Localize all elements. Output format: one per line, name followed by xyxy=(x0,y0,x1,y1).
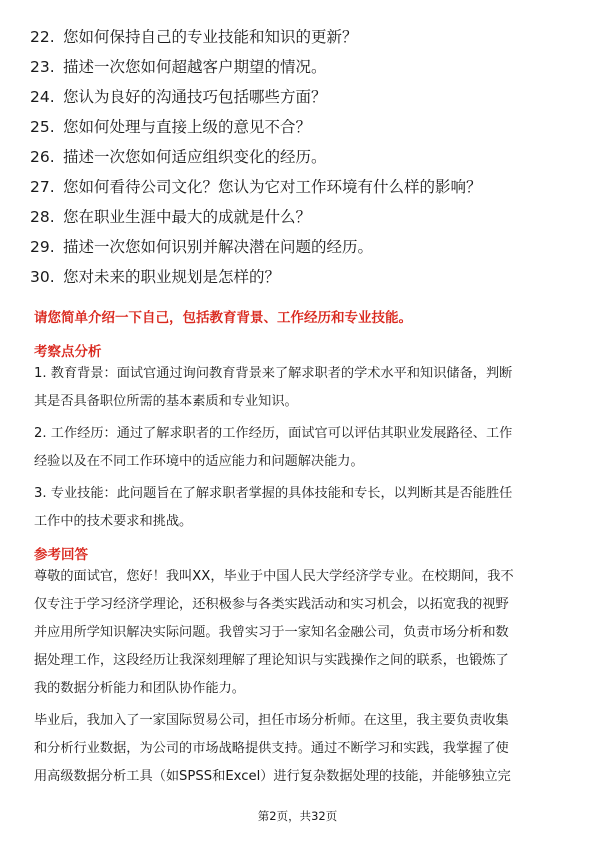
question-text: 您如何看待公司文化？您认为它对工作环境有什么样的影响？ xyxy=(63,178,482,196)
question-number: 26. xyxy=(30,148,55,166)
question-number: 24. xyxy=(30,88,55,106)
answer-line: 据处理工作，这段经历让我深刻理解了理论知识与实践操作之间的联系，也锻炼了 xyxy=(34,653,509,668)
question-text: 您在职业生涯中最大的成就是什么？ xyxy=(63,208,312,226)
question-item xyxy=(30,22,570,52)
question-number: 29. xyxy=(30,238,55,256)
question-number: 27. xyxy=(30,178,55,196)
answer-line: 和分析行业数据，为公司的市场战略提供支持。通过不断学习和实践，我掌握了使 xyxy=(34,741,509,756)
answer-line: 毕业后，我加入了一家国际贸易公司，担任市场分析师。在这里，我主要负责收集 xyxy=(34,713,509,728)
analysis-line: 3. 专业技能：此问题旨在了解求职者掌握的具体技能和专长，以判断其是否能胜任 xyxy=(34,486,513,501)
question-list xyxy=(30,22,570,292)
analysis-point xyxy=(34,480,566,536)
analysis-line: 经验以及在不同工作环境中的适应能力和问题解决能力。 xyxy=(34,454,364,469)
question-item xyxy=(30,172,570,202)
answer-paragraph xyxy=(34,563,566,703)
question-text: 描述一次您如何适应组织变化的经历。 xyxy=(63,148,327,166)
question-item xyxy=(30,52,570,82)
answer-line: 尊敬的面试官，您好！我叫XX，毕业于中国人民大学经济学专业。在校期间，我不 xyxy=(34,569,514,584)
answer-line: 用高级数据分析工具（如SPSS和Excel）进行复杂数据处理的技能，并能够独立完 xyxy=(34,769,511,784)
question-text: 您对未来的职业规划是怎样的？ xyxy=(63,268,281,286)
question-item xyxy=(30,82,570,112)
analysis-point xyxy=(34,420,566,476)
question-item xyxy=(30,202,570,232)
analysis-label: 考察点分析 xyxy=(34,344,102,360)
analysis-line: 工作中的技术要求和挑战。 xyxy=(34,514,193,529)
question-number: 25. xyxy=(30,118,55,136)
question-item xyxy=(30,232,570,262)
question-item xyxy=(30,262,570,292)
analysis-line: 其是否具备职位所需的基本素质和专业知识。 xyxy=(34,394,298,409)
question-number: 23. xyxy=(30,58,55,76)
answer-label: 参考回答 xyxy=(34,547,88,563)
question-text: 您认为良好的沟通技巧包括哪些方面？ xyxy=(63,88,327,106)
question-text: 您如何处理与直接上级的意见不合？ xyxy=(63,118,312,136)
answer-paragraphs xyxy=(34,563,566,795)
question-item xyxy=(30,142,570,172)
analysis-line: 1. 教育背景：面试官通过询问教育背景来了解求职者的学术水平和知识储备，判断 xyxy=(34,366,513,381)
analysis-points xyxy=(34,360,566,540)
question-item xyxy=(30,112,570,142)
question-text: 描述一次您如何识别并解决潜在问题的经历。 xyxy=(63,238,374,256)
question-number: 22. xyxy=(30,28,55,46)
page-footer: 第2页，共32页 xyxy=(257,809,338,823)
analysis-point xyxy=(34,360,566,416)
answer-line: 我的数据分析能力和团队协作能力。 xyxy=(34,681,245,696)
question-text: 您如何保持自己的专业技能和知识的更新？ xyxy=(63,28,358,46)
answer-line: 仅专注于学习经济学理论，还积极参与各类实践活动和实习机会，以拓宽我的视野 xyxy=(34,597,509,612)
answer-paragraph xyxy=(34,707,566,791)
question-number: 30. xyxy=(30,268,55,286)
answer-line: 并应用所学知识解决实际问题。我曾实习于一家知名金融公司，负责市场分析和数 xyxy=(34,625,509,640)
question-heading: 请您简单介绍一下自己，包括教育背景、工作经历和专业技能。 xyxy=(34,310,412,326)
question-text: 描述一次您如何超越客户期望的情况。 xyxy=(63,58,327,76)
question-number: 28. xyxy=(30,208,55,226)
analysis-line: 2. 工作经历：通过了解求职者的工作经历，面试官可以评估其职业发展路径、工作 xyxy=(34,426,513,441)
